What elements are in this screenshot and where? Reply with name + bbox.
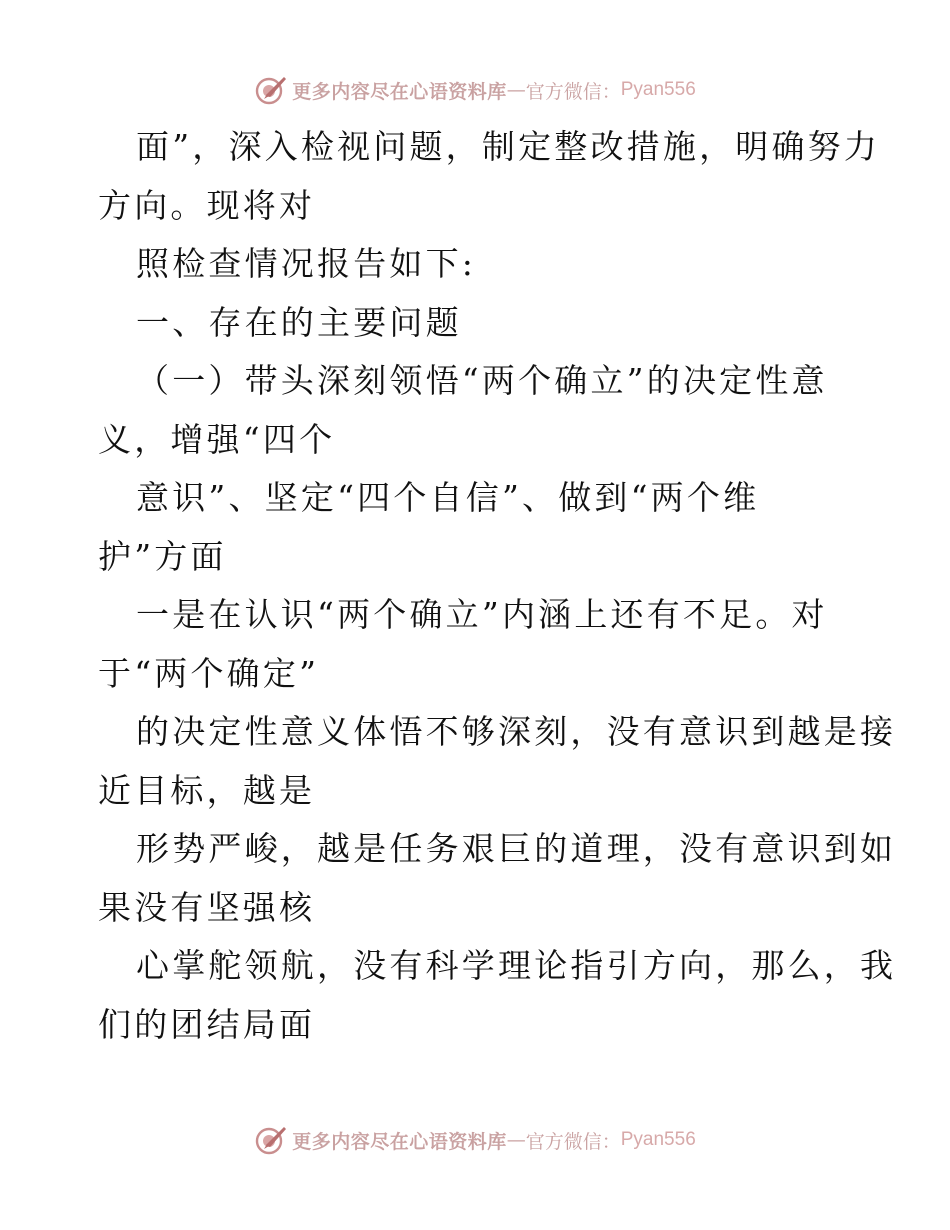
- text-line: 面”，深入检视问题，制定整改措施，明确努力: [136, 127, 881, 166]
- footer-dash: —: [506, 1129, 526, 1151]
- text-line: 形势严峻，越是任务艰巨的道理，没有意识到如: [136, 829, 897, 868]
- text-line: 一、存在的主要问题: [136, 302, 462, 342]
- text-line: 心掌舵领航，没有科学理论指引方向，那么，我: [136, 946, 897, 985]
- quill-logo-icon: [254, 73, 288, 107]
- header-site-name: 更多内容尽在心语资料库: [292, 80, 507, 103]
- text-line: 照检查情况报告如下:: [136, 244, 477, 283]
- document-body: [98, 118, 897, 1054]
- header-wechat-id: Pyan556: [620, 79, 696, 100]
- footer-wechat-id: Pyan556: [620, 1129, 696, 1150]
- text-line: 的决定性意义体悟不够深刻，没有意识到越是接: [136, 712, 897, 751]
- text-line: 一是在认识“两个确立”内涵上还有不足。对: [136, 595, 828, 634]
- text-line: 近目标，越是: [98, 770, 316, 810]
- text-line: 意识”、坚定“四个自信”、做到“两个维: [136, 478, 760, 517]
- text-line: 们的团结局面: [98, 1004, 316, 1044]
- footer-site-name: 更多内容尽在心语资料库: [292, 1130, 507, 1153]
- footer-banner: [0, 1122, 950, 1158]
- text-line: （一）带头深刻领悟“两个确立”的决定性意: [136, 361, 828, 400]
- text-line: 方向。现将对: [98, 185, 316, 225]
- text-line: 果没有坚强核: [98, 887, 316, 927]
- text-line: 于“两个确定”: [98, 653, 320, 693]
- header-dash: —: [506, 79, 526, 101]
- text-line: 护”方面: [98, 536, 227, 576]
- text-line: 义，增强“四个: [98, 419, 336, 459]
- header-wechat-label: 官方微信：: [525, 80, 621, 103]
- footer-wechat-label: 官方微信：: [525, 1130, 621, 1153]
- quill-logo-icon: [254, 1123, 288, 1157]
- header-banner: [0, 72, 950, 108]
